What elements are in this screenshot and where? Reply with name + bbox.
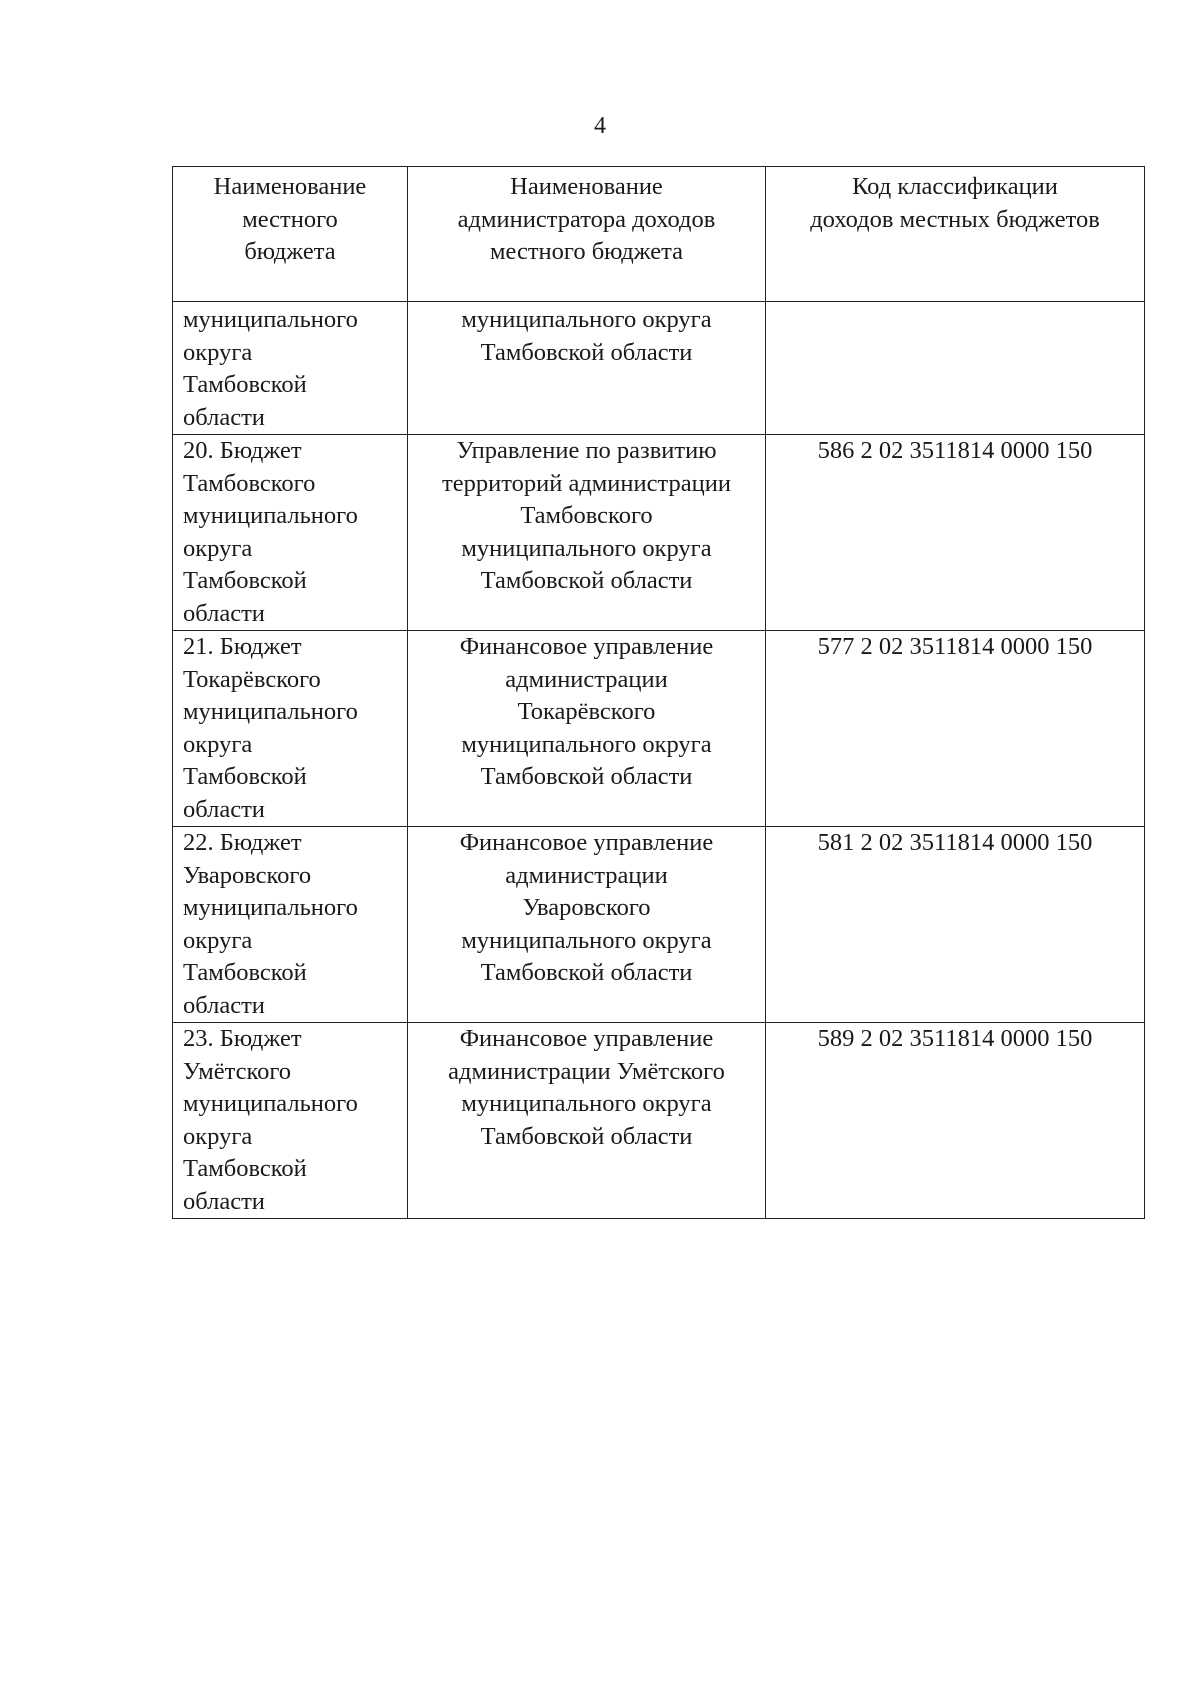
- table-row: [173, 1023, 1145, 1219]
- header-budget-name: Наименование местного бюджета: [173, 167, 408, 302]
- table-header-row: [173, 167, 1145, 302]
- administrator-cell: муниципального округа Тамбовской области: [408, 302, 766, 435]
- budget-cell: 20. Бюджет Тамбовского муниципального округа Тамбовской области: [173, 435, 408, 631]
- table-row: [173, 827, 1145, 1023]
- table-row: [173, 631, 1145, 827]
- budget-cell: муниципального округа Тамбовской области: [173, 302, 408, 435]
- table-row: [173, 435, 1145, 631]
- code-cell: 581 2 02 3511814 0000 150: [766, 827, 1145, 1023]
- header-classification-code: Код классификации доходов местных бюджетов: [766, 167, 1145, 302]
- budget-cell: 22. Бюджет Уваровского муниципального округа Тамбовской области: [173, 827, 408, 1023]
- code-cell: 577 2 02 3511814 0000 150: [766, 631, 1145, 827]
- code-cell: 586 2 02 3511814 0000 150: [766, 435, 1145, 631]
- budget-cell: 23. Бюджет Умётского муниципального округа Тамбовской области: [173, 1023, 408, 1219]
- budget-cell: 21. Бюджет Токарёвского муниципального округа Тамбовской области: [173, 631, 408, 827]
- page-number: 4: [594, 113, 606, 139]
- table-row: [173, 302, 1145, 435]
- administrator-cell: Финансовое управление администрации Уваровского муниципального округа Тамбовской области: [408, 827, 766, 1023]
- header-administrator-name: Наименование администратора доходов местного бюджета: [408, 167, 766, 302]
- code-cell: [766, 302, 1145, 435]
- code-cell: 589 2 02 3511814 0000 150: [766, 1023, 1145, 1219]
- budget-revenue-table: [172, 166, 1145, 1219]
- administrator-cell: Управление по развитию территорий администрации Тамбовского муниципального округа Тамбовской области: [408, 435, 766, 631]
- administrator-cell: Финансовое управление администрации Умётского муниципального округа Тамбовской области: [408, 1023, 766, 1219]
- administrator-cell: Финансовое управление администрации Токарёвского муниципального округа Тамбовской области: [408, 631, 766, 827]
